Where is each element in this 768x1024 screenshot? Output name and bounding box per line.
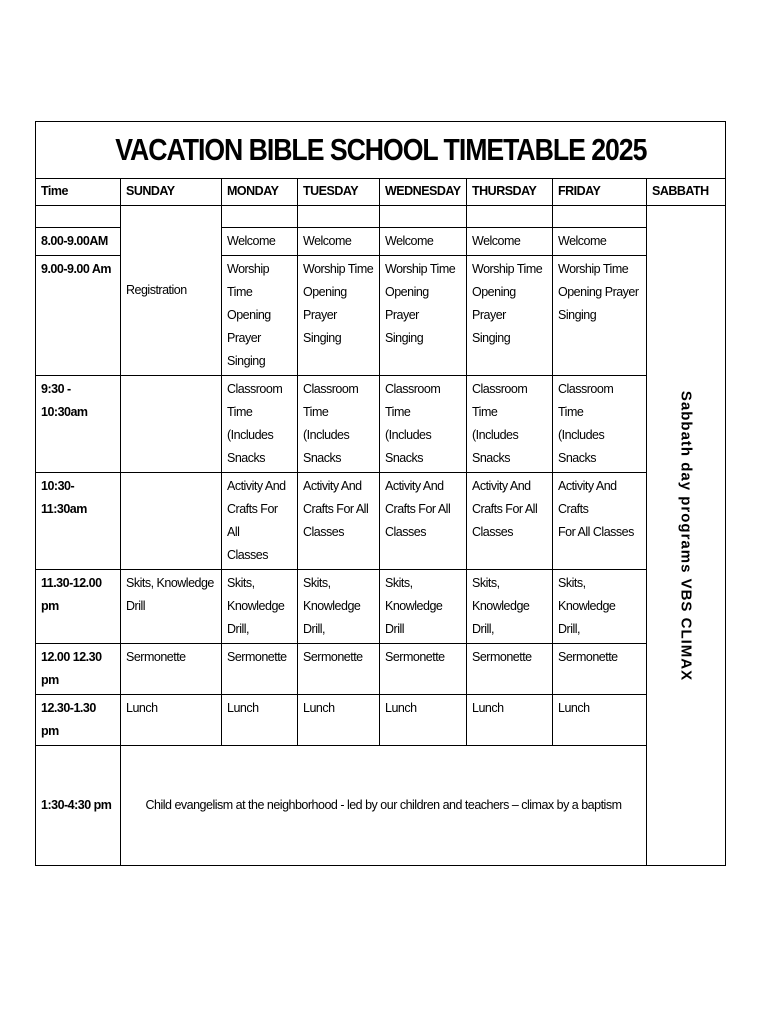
cell-worship-tuesday [298, 256, 380, 376]
cell-classroom-wednesday [380, 376, 467, 473]
header-sabbath: SABBATH [647, 179, 726, 206]
cell-activity-tuesday [298, 473, 380, 570]
cell-sermonette-thursday: Sermonette [467, 644, 553, 695]
time-classroom: 9:30 - 10:30am [36, 376, 121, 473]
cell-skits-thursday [467, 570, 553, 644]
sabbath-program-text: Sabbath day programs VBS CLIMAX [677, 390, 695, 681]
time-lunch: 12.30-1.30 pm [36, 695, 121, 746]
cell-line: Skits, Knowledge [126, 576, 214, 590]
cell-classroom-thursday [467, 376, 553, 473]
cell-line: Snacks [472, 451, 510, 465]
cell-line: Activity And [385, 479, 444, 493]
cell-line: Opening Prayer [303, 285, 347, 322]
cell-line: Classes [472, 525, 513, 539]
header-wednesday: WEDNESDAY [380, 179, 467, 206]
cell-line: Knowledge [227, 599, 285, 613]
cell-skits-tuesday [298, 570, 380, 644]
cell-classroom-tuesday [298, 376, 380, 473]
cell-line: Singing [385, 331, 424, 345]
cell-line: Classes [303, 525, 344, 539]
cell-line: Opening [227, 308, 271, 322]
spacer-cell [380, 206, 467, 228]
header-tuesday: TUESDAY [298, 179, 380, 206]
cell-welcome-monday: Welcome [222, 228, 298, 256]
spacer-cell [298, 206, 380, 228]
cell-sermonette-monday: Sermonette [222, 644, 298, 695]
cell-lunch-friday: Lunch [553, 695, 647, 746]
cell-line: Activity And Crafts [558, 479, 617, 516]
header-time: Time [36, 179, 121, 206]
cell-line: Skits, Knowledge [385, 576, 443, 613]
cell-skits-monday [222, 570, 298, 644]
cell-line: For All Classes [558, 525, 634, 539]
cell-sermonette-wednesday: Sermonette [380, 644, 467, 695]
spacer-cell [36, 206, 121, 228]
cell-lunch-monday: Lunch [222, 695, 298, 746]
cell-line: Crafts For All [227, 502, 278, 539]
cell-line: Drill [385, 622, 405, 636]
time-skits: 11.30-12.00 pm [36, 570, 121, 644]
time-sermonette: 12.00 12.30 pm [36, 644, 121, 695]
cell-line: Worship Time [385, 262, 456, 276]
cell-line: Worship Time [472, 262, 543, 276]
spacer-cell [553, 206, 647, 228]
cell-worship-thursday [467, 256, 553, 376]
cell-welcome-friday: Welcome [553, 228, 647, 256]
cell-line: (Includes Snacks [558, 428, 605, 465]
time-welcome: 8.00-9.00AM [36, 228, 121, 256]
cell-worship-wednesday [380, 256, 467, 376]
spacer-cell [467, 206, 553, 228]
cell-classroom-friday [553, 376, 647, 473]
cell-line: Snacks [227, 451, 265, 465]
page-title [36, 122, 726, 179]
cell-line: Opening Prayer [558, 285, 639, 299]
cell-lunch-sunday: Lunch [121, 695, 222, 746]
cell-worship-friday [553, 256, 647, 376]
cell-line: Crafts For All [303, 502, 369, 516]
cell-welcome-thursday: Welcome [467, 228, 553, 256]
header-sunday: SUNDAY [121, 179, 222, 206]
cell-line: Opening Prayer [385, 285, 429, 322]
cell-line: Skits, Knowledge [472, 576, 530, 613]
cell-line: Prayer [227, 331, 261, 345]
header-friday: FRIDAY [553, 179, 647, 206]
timetable [35, 121, 726, 866]
header-thursday: THURSDAY [467, 179, 553, 206]
cell-line: (Includes [472, 428, 519, 442]
time-activity: 10:30-11:30am [36, 473, 121, 570]
cell-line: Classroom Time [472, 382, 528, 419]
cell-worship-monday [222, 256, 298, 376]
cell-line: Singing [472, 331, 511, 345]
cell-line: Activity And [227, 479, 286, 493]
cell-activity-thursday [467, 473, 553, 570]
cell-line: Drill, [558, 622, 580, 636]
cell-line: Drill, [227, 622, 249, 636]
cell-line: Skits, Knowledge [558, 576, 616, 613]
cell-activity-sunday [121, 473, 222, 570]
cell-activity-friday [553, 473, 647, 570]
page-title-text: VACATION BIBLE SCHOOL TIMETABLE 2025 [114, 132, 647, 167]
cell-line: Drill [126, 599, 146, 613]
cell-line: Classroom Time [558, 382, 614, 419]
cell-sermonette-sunday: Sermonette [121, 644, 222, 695]
cell-activity-monday [222, 473, 298, 570]
cell-classroom-monday [222, 376, 298, 473]
cell-skits-sunday [121, 570, 222, 644]
time-afternoon: 1:30-4:30 pm [36, 746, 121, 866]
cell-line: Skits, [227, 576, 255, 590]
cell-line: Classroom [227, 382, 283, 396]
cell-skits-wednesday [380, 570, 467, 644]
sunday-registration: Registration [121, 206, 222, 376]
cell-line: Singing [227, 354, 266, 368]
cell-lunch-thursday: Lunch [467, 695, 553, 746]
cell-line: Singing [303, 331, 342, 345]
cell-activity-wednesday [380, 473, 467, 570]
cell-line: Singing [558, 308, 597, 322]
cell-line: Activity And [472, 479, 531, 493]
sabbath-program [647, 206, 726, 866]
cell-line: Crafts For All [385, 502, 451, 516]
cell-line: (Includes [227, 428, 274, 442]
cell-line: Classes [227, 548, 268, 562]
cell-line: Classroom [303, 382, 359, 396]
cell-sermonette-friday: Sermonette [553, 644, 647, 695]
time-worship: 9.00-9.00 Am [36, 256, 121, 376]
cell-lunch-tuesday: Lunch [298, 695, 380, 746]
cell-line: Time [227, 405, 253, 419]
cell-line: Snacks [385, 451, 423, 465]
cell-line: Opening Prayer [472, 285, 516, 322]
cell-afternoon-activity: Child evangelism at the neighborhood - led by our children and teachers – climax by a baptism [121, 746, 647, 866]
cell-line: Skits, [303, 576, 331, 590]
cell-line: Classes [385, 525, 426, 539]
spacer-cell [222, 206, 298, 228]
cell-line: Worship Time [303, 262, 374, 276]
cell-line: Classroom Time [385, 382, 441, 419]
cell-line: Activity And [303, 479, 362, 493]
cell-classroom-sunday [121, 376, 222, 473]
cell-line: (Includes [385, 428, 432, 442]
header-monday: MONDAY [222, 179, 298, 206]
cell-line: Drill, [472, 622, 494, 636]
cell-line: Worship Time [227, 262, 270, 299]
cell-line: Time (Includes [303, 405, 350, 442]
cell-welcome-wednesday: Welcome [380, 228, 467, 256]
cell-skits-friday [553, 570, 647, 644]
cell-lunch-wednesday: Lunch [380, 695, 467, 746]
cell-line: Worship Time [558, 262, 629, 276]
cell-welcome-tuesday: Welcome [298, 228, 380, 256]
cell-line: Snacks [303, 451, 341, 465]
cell-line: Knowledge Drill, [303, 599, 361, 636]
cell-line: Crafts For All [472, 502, 538, 516]
cell-sermonette-tuesday: Sermonette [298, 644, 380, 695]
